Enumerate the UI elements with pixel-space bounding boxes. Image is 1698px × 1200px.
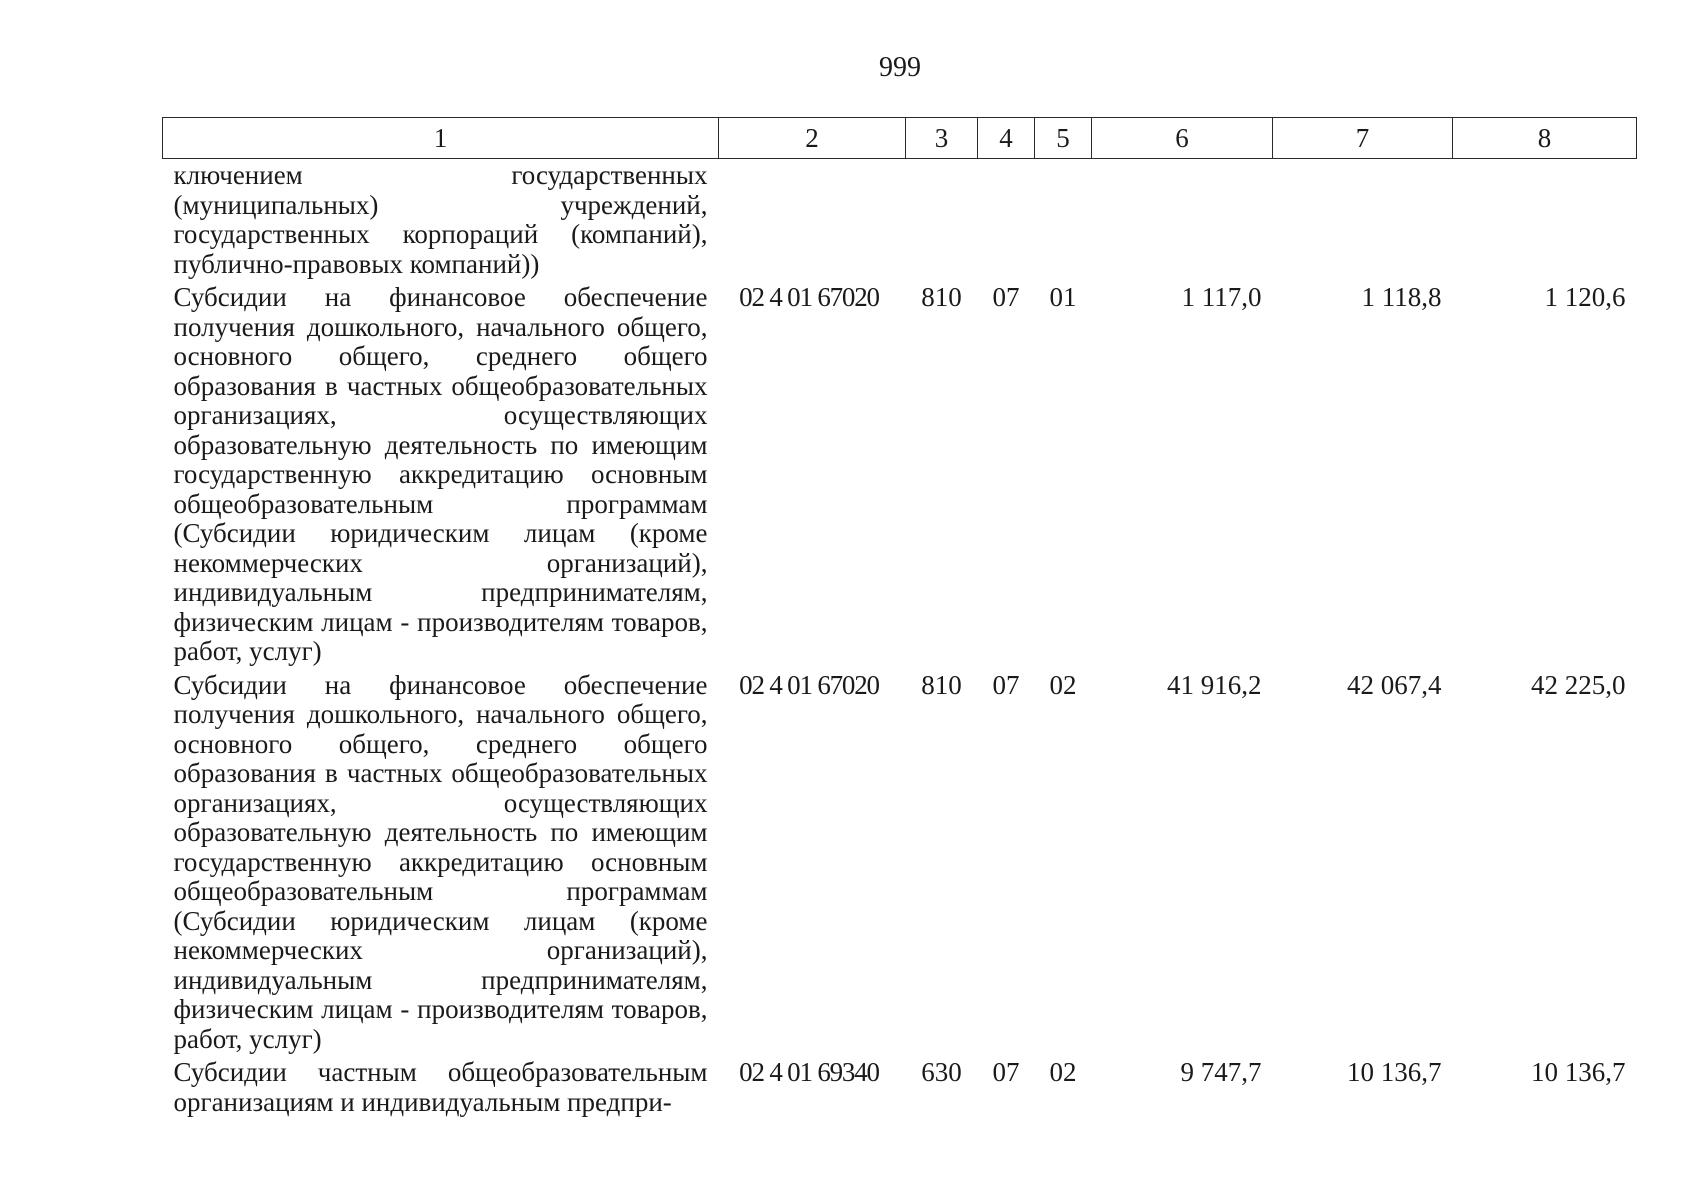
section-cell: 07 [992,282,1020,312]
column-header-2: 2 [719,118,906,159]
amount-year2-cell: 42 067,4 [1347,669,1442,700]
column-header-7: 7 [1273,118,1453,159]
target-code-cell: 02 4 01 67020 [739,669,879,700]
amount-year1-cell: 1 117,0 [1181,282,1262,312]
row-description: ключением государственных (муниципальных) учреждений, государственных корпораций (компаний), публично-правовых компаний)) [173,160,708,279]
table-row [163,667,1637,1055]
amount-year2-cell: 1 118,8 [1361,282,1442,312]
amount-year3-cell: 42 225,0 [1531,669,1626,700]
budget-table [162,117,1637,1117]
target-code-cell: 02 4 01 69340 [739,1057,879,1087]
header-row [163,118,1637,159]
column-header-3: 3 [906,118,978,159]
expense-type-cell [906,159,978,280]
subsection-cell: 01 [1049,282,1077,312]
column-header-1: 1 [163,118,719,159]
amount-year3-cell: 10 136,7 [1531,1057,1626,1087]
expense-type-cell: 810 [921,669,962,700]
column-header-6: 6 [1092,118,1273,159]
amount-year1-cell [1092,159,1273,280]
amount-year3-cell: 1 120,6 [1544,282,1626,312]
subsection-cell: 02 [1049,1057,1077,1087]
column-header-8: 8 [1453,118,1637,159]
amount-year1-cell: 9 747,7 [1180,1057,1262,1087]
amount-year2-cell [1273,159,1453,280]
target-code-cell: 02 4 01 67020 [739,282,879,312]
table-header [163,118,1637,159]
page-number: 999 [879,52,921,83]
amount-year2-cell: 10 136,7 [1347,1057,1442,1087]
subsection-cell [1035,159,1092,280]
row-description: Субсидии на финансовое обеспечение получения дошкольного, начального общего, основного общего, среднего общего образования в частных общеобразовательных организациях, осуществляющих образовательную деятельность по имеющим государственную аккредитацию основным общеобразовательным программам (Субсидии юридическим лицам (кроме некоммерческих организаций), индивидуальным предпринимателям, физическим лицам - производителям товаров, работ, услуг) [173,282,708,666]
section-cell [978,159,1035,280]
row-description: Субсидии на финансовое обеспечение получения дошкольного, начального общего, основного общего, среднего общего образования в частных общеобразовательных организациях, осуществляющих образовательную деятельность по имеющим государственную аккредитацию основным общеобразовательным программам (Субсидии юридическим лицам (кроме некоммерческих организаций), индивидуальным предпринимателям, физическим лицам - производителям товаров, работ, услуг) [173,669,708,1054]
table-row [163,1054,1637,1117]
column-header-5: 5 [1035,118,1092,159]
expense-type-cell: 810 [921,282,962,312]
section-cell: 07 [992,1057,1020,1087]
table-row [163,159,1637,280]
expense-type-cell: 630 [921,1057,962,1087]
subsection-cell: 02 [1049,669,1077,700]
amount-year1-cell: 41 916,2 [1167,669,1262,700]
target-code-cell [719,159,906,280]
amount-year3-cell [1453,159,1637,280]
table-body [163,159,1637,1118]
section-cell: 07 [992,669,1020,700]
row-description: Субсидии частным общеобразовательным организациям и индивидуальным предпри- [173,1057,708,1117]
table-row [163,279,1637,667]
column-header-4: 4 [978,118,1035,159]
